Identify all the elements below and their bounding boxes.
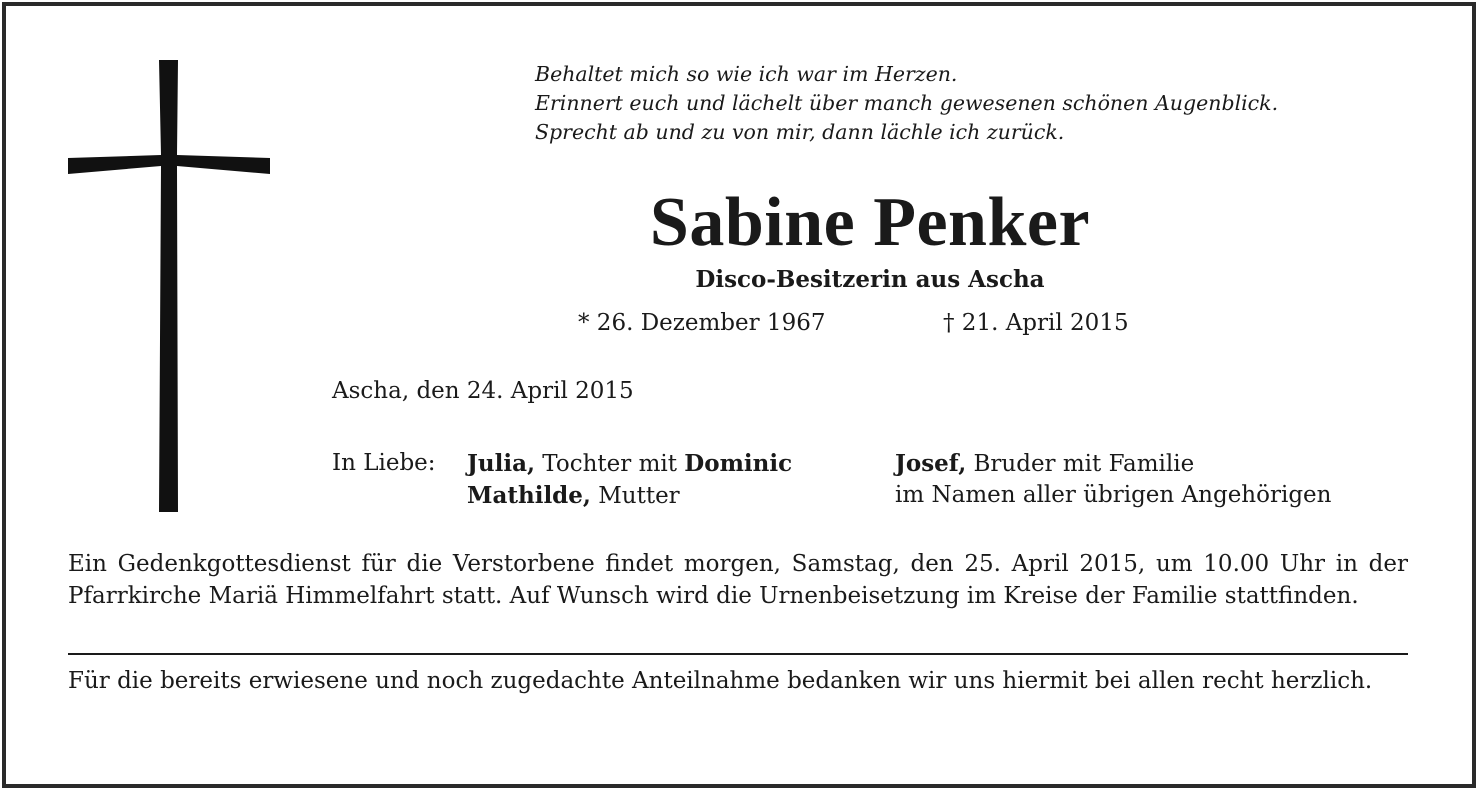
birth-date: * 26. Dezember 1967 — [578, 310, 826, 336]
verse-line: Behaltet mich so wie ich war im Herzen. — [535, 62, 958, 86]
deceased-name: Sabine Penker — [649, 184, 1091, 261]
mourner-relation: Tochter mit — [535, 451, 685, 477]
mourner-name: Julia, — [467, 450, 535, 477]
mourner-name: Dominic — [684, 450, 793, 477]
mourner-name: Mathilde, — [467, 482, 591, 509]
verse-line: Sprecht ab und zu von mir, dann lächle ich zurück. — [535, 120, 1065, 144]
verse-line: Erinnert euch und lächelt über manch gewesenen schönen Augenblick. — [535, 91, 1279, 115]
place-and-date: Ascha, den 24. April 2015 — [332, 378, 634, 404]
death-date: † 21. April 2015 — [943, 310, 1129, 336]
mourner-entry — [467, 450, 792, 477]
mourner-relation: im Namen aller übrigen Angehörigen — [895, 482, 1332, 508]
memorial-verse — [535, 60, 1278, 147]
mourners-label: In Liebe: — [332, 450, 436, 476]
mourner-relation: Bruder mit Familie — [966, 451, 1195, 477]
thanks-notice: Für die bereits erwiesene und noch zugedachte Anteilnahme bedanken wir uns hiermit bei allen recht herzlich. — [68, 668, 1373, 694]
mourner-entry — [467, 482, 680, 509]
service-notice: Ein Gedenkgottesdienst für die Verstorbene findet morgen, Samstag, den 25. April 2015, um 10.00 Uhr in der Pfarrkirche Mariä Himmelfahrt statt. Auf Wunsch wird die Urnenbeisetzung im Kreise der Familie stattfinden. — [68, 551, 1408, 609]
mourner-relation: Mutter — [590, 483, 680, 509]
mourner-entry — [895, 482, 1331, 508]
divider — [68, 653, 1408, 655]
deceased-occupation: Disco-Besitzerin aus Ascha — [695, 266, 1045, 293]
mourner-name: Josef, — [895, 450, 967, 477]
mourner-entry — [895, 450, 1194, 477]
cross-icon — [68, 60, 270, 512]
